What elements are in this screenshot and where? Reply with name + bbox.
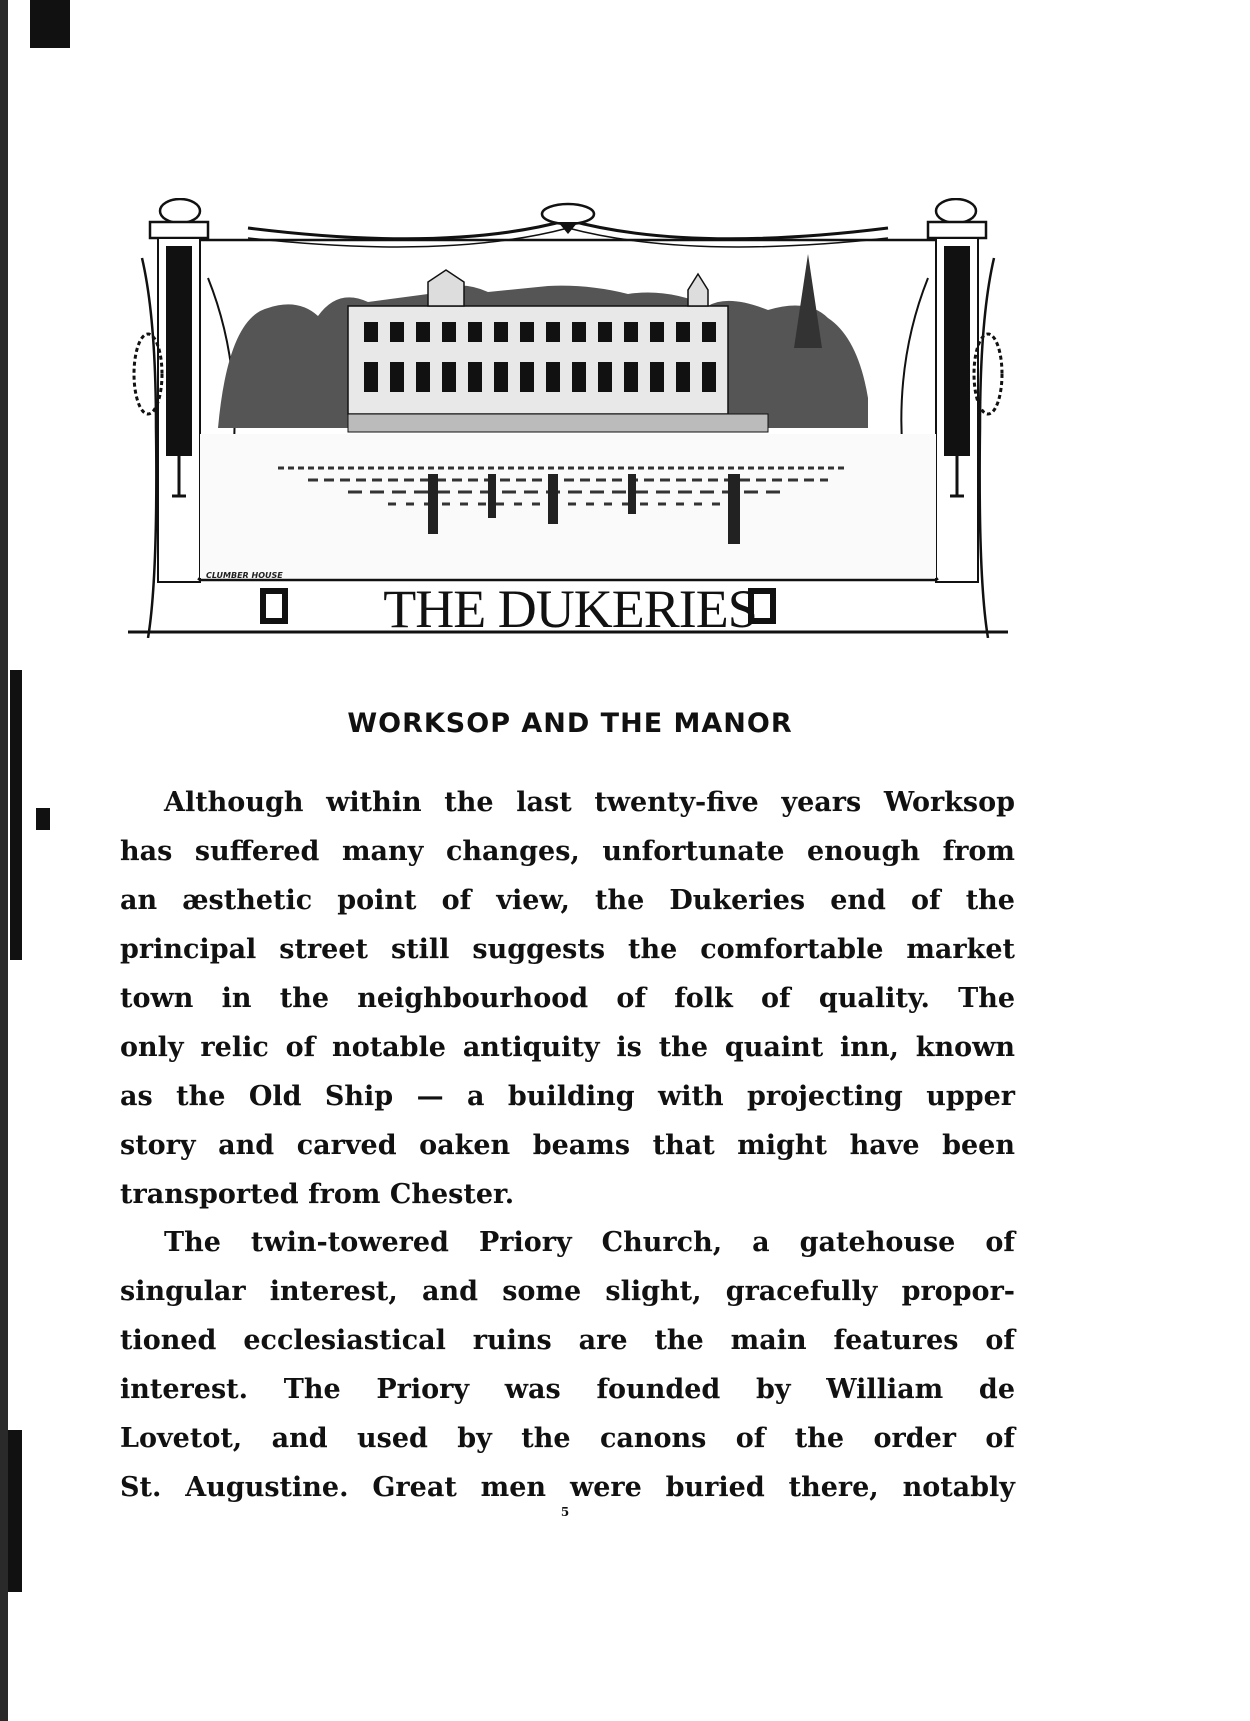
paragraph-1 [120,778,1015,1219]
text-line: only relic of notable antiquity is the quaint inn, known [120,1032,1015,1063]
text-line: The twin-towered Priory Church, a gatehouse of [164,1227,1015,1258]
text-line: tioned ecclesiastical ruins are the main features of [120,1325,1015,1356]
banner-title: THE DUKERIES [383,579,757,639]
text-line: as the Old Ship — a building with projecting upper [120,1081,1015,1112]
scan-artifact [0,0,8,1721]
paragraph-2 [120,1218,1015,1512]
text-line: has suffered many changes, unfortunate enough from [120,836,1015,867]
text-line: town in the neighbourhood of folk of quality. The [120,983,1015,1014]
text-line: interest. The Priory was founded by William de [120,1374,1015,1405]
text-line: Although within the last twenty-five years Worksop [164,787,1015,818]
text-line: singular interest, and some slight, gracefully propor- [120,1276,1015,1307]
scan-artifact [30,0,70,48]
scan-artifact [36,808,50,830]
text-line: transported from Chester. [120,1179,515,1210]
text-line: story and carved oaken beams that might have been [120,1130,1015,1161]
scan-artifact [10,670,22,960]
scan-artifact [8,1430,22,1592]
text-line: St. Augustine. Great men were buried there, notably [120,1472,1015,1503]
illustration-caption: CLUMBER HOUSE [206,571,283,580]
text-line: principal street still suggests the comfortable market [120,934,1015,965]
page-number: 5 [560,1505,570,1519]
chapter-heading: WORKSOP AND THE MANOR [347,708,793,739]
text-line: an æsthetic point of view, the Dukeries end of the [120,885,1015,916]
text-line: Lovetot, and used by the canons of the order of [120,1423,1015,1454]
